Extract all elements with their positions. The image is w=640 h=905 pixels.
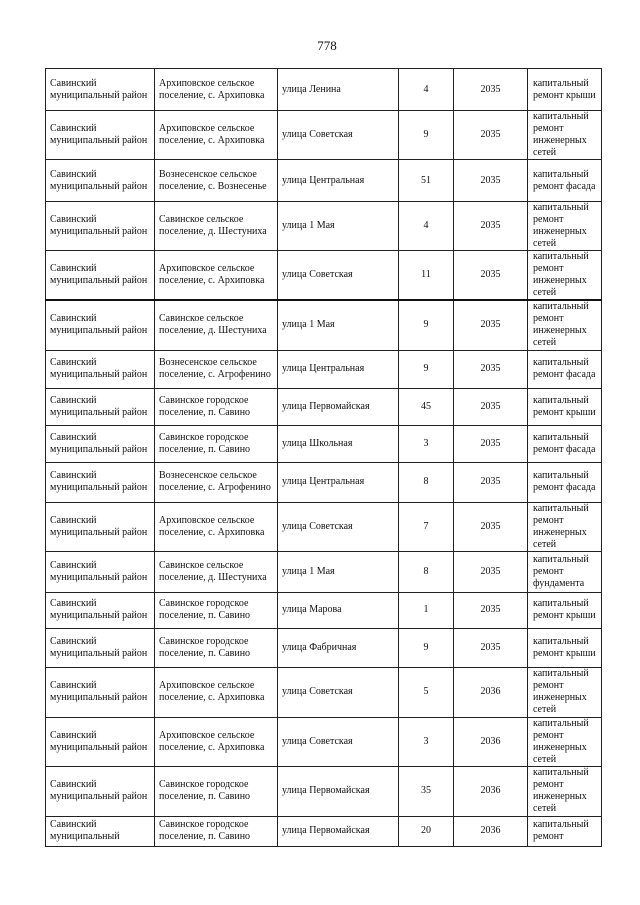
repair-schedule-table <box>45 68 602 847</box>
cell-work: капитальный ремонт инженерных сетей <box>528 251 602 301</box>
cell-street: улица Школьная <box>278 425 399 462</box>
cell-work: капитальный ремонт инженерных сетей <box>528 667 602 717</box>
cell-street: улица Первомайская <box>278 388 399 425</box>
cell-district: Савинский муниципальный район <box>46 202 155 251</box>
cell-settlement: Архиповское сельское поселение, с. Архиповка <box>155 251 278 301</box>
cell-district: Савинский муниципальный район <box>46 766 155 816</box>
cell-settlement: Савинское городское поселение, п. Савино <box>155 628 278 667</box>
cell-house: 9 <box>399 300 454 350</box>
table-row <box>46 251 602 301</box>
table-row <box>46 202 602 251</box>
cell-street: улица Советская <box>278 717 399 766</box>
cell-work: капитальный ремонт фасада <box>528 350 602 388</box>
table-row <box>46 388 602 425</box>
cell-settlement: Савинское сельское поселение, д. Шестуниха <box>155 551 278 592</box>
cell-house: 3 <box>399 425 454 462</box>
table-row <box>46 717 602 766</box>
cell-house: 9 <box>399 628 454 667</box>
cell-house: 20 <box>399 816 454 846</box>
table-row <box>46 425 602 462</box>
cell-house: 11 <box>399 251 454 301</box>
cell-district: Савинский муниципальный район <box>46 425 155 462</box>
cell-work: капитальный ремонт фасада <box>528 160 602 202</box>
cell-work: капитальный ремонт фасада <box>528 425 602 462</box>
cell-house: 8 <box>399 462 454 502</box>
cell-house: 8 <box>399 551 454 592</box>
table-row <box>46 350 602 388</box>
cell-work: капитальный ремонт фасада <box>528 462 602 502</box>
cell-work: капитальный ремонт крыши <box>528 69 602 111</box>
cell-house: 5 <box>399 667 454 717</box>
cell-settlement: Савинское сельское поселение, д. Шестуниха <box>155 202 278 251</box>
table-row <box>46 667 602 717</box>
cell-year: 2035 <box>454 300 528 350</box>
cell-work: капитальный ремонт <box>528 816 602 846</box>
cell-street: улица Центральная <box>278 462 399 502</box>
cell-settlement: Архиповское сельское поселение, с. Архиповка <box>155 502 278 551</box>
cell-year: 2036 <box>454 717 528 766</box>
cell-work: капитальный ремонт инженерных сетей <box>528 502 602 551</box>
cell-street: улица Фабричная <box>278 628 399 667</box>
cell-settlement: Вознесенское сельское поселение, с. Агрофенино <box>155 350 278 388</box>
cell-year: 2036 <box>454 816 528 846</box>
cell-settlement: Архиповское сельское поселение, с. Архиповка <box>155 717 278 766</box>
cell-house: 3 <box>399 717 454 766</box>
cell-year: 2035 <box>454 502 528 551</box>
cell-year: 2035 <box>454 462 528 502</box>
cell-settlement: Савинское городское поселение, п. Савино <box>155 766 278 816</box>
cell-year: 2035 <box>454 425 528 462</box>
cell-settlement: Вознесенское сельское поселение, с. Вознесенье <box>155 160 278 202</box>
table-row <box>46 628 602 667</box>
cell-district: Савинский муниципальный район <box>46 69 155 111</box>
cell-district: Савинский муниципальный район <box>46 667 155 717</box>
cell-work: капитальный ремонт инженерных сетей <box>528 766 602 816</box>
cell-street: улица Первомайская <box>278 766 399 816</box>
cell-year: 2035 <box>454 69 528 111</box>
cell-house: 4 <box>399 69 454 111</box>
cell-settlement: Савинское городское поселение, п. Савино <box>155 425 278 462</box>
cell-house: 4 <box>399 202 454 251</box>
cell-house: 9 <box>399 111 454 160</box>
cell-district: Савинский муниципальный район <box>46 350 155 388</box>
cell-work: капитальный ремонт крыши <box>528 388 602 425</box>
cell-settlement: Савинское сельское поселение, д. Шестуниха <box>155 300 278 350</box>
cell-house: 35 <box>399 766 454 816</box>
cell-work: капитальный ремонт инженерных сетей <box>528 717 602 766</box>
cell-district: Савинский муниципальный район <box>46 462 155 502</box>
cell-year: 2035 <box>454 388 528 425</box>
cell-district: Савинский муниципальный район <box>46 502 155 551</box>
cell-street: улица 1 Мая <box>278 551 399 592</box>
cell-district: Савинский муниципальный район <box>46 160 155 202</box>
cell-district: Савинский муниципальный район <box>46 251 155 301</box>
cell-street: улица Советская <box>278 502 399 551</box>
cell-street: улица Марова <box>278 592 399 628</box>
cell-street: улица Советская <box>278 111 399 160</box>
cell-street: улица 1 Мая <box>278 300 399 350</box>
cell-settlement: Савинское городское поселение, п. Савино <box>155 388 278 425</box>
cell-district: Савинский муниципальный район <box>46 592 155 628</box>
cell-settlement: Архиповское сельское поселение, с. Архиповка <box>155 111 278 160</box>
cell-house: 51 <box>399 160 454 202</box>
cell-district: Савинский муниципальный район <box>46 111 155 160</box>
table-row <box>46 816 602 846</box>
cell-street: улица Ленина <box>278 69 399 111</box>
cell-year: 2035 <box>454 251 528 301</box>
page-number: 778 <box>317 38 337 53</box>
cell-house: 45 <box>399 388 454 425</box>
table-row <box>46 69 602 111</box>
table-row <box>46 462 602 502</box>
cell-district: Савинский муниципальный <box>46 816 155 846</box>
cell-street: улица Первомайская <box>278 816 399 846</box>
cell-street: улица Центральная <box>278 160 399 202</box>
cell-house: 1 <box>399 592 454 628</box>
cell-year: 2035 <box>454 592 528 628</box>
cell-street: улица 1 Мая <box>278 202 399 251</box>
cell-year: 2035 <box>454 628 528 667</box>
table-row <box>46 111 602 160</box>
table-row <box>46 551 602 592</box>
cell-settlement: Вознесенское сельское поселение, с. Агрофенино <box>155 462 278 502</box>
cell-settlement: Архиповское сельское поселение, с. Архиповка <box>155 667 278 717</box>
cell-work: капитальный ремонт крыши <box>528 592 602 628</box>
table-row <box>46 592 602 628</box>
table-row <box>46 300 602 350</box>
cell-house: 7 <box>399 502 454 551</box>
cell-settlement: Архиповское сельское поселение, с. Архиповка <box>155 69 278 111</box>
cell-year: 2035 <box>454 350 528 388</box>
cell-year: 2035 <box>454 202 528 251</box>
cell-year: 2036 <box>454 667 528 717</box>
cell-district: Савинский муниципальный район <box>46 300 155 350</box>
cell-street: улица Советская <box>278 667 399 717</box>
cell-year: 2035 <box>454 551 528 592</box>
table-row <box>46 160 602 202</box>
cell-district: Савинский муниципальный район <box>46 551 155 592</box>
cell-year: 2036 <box>454 766 528 816</box>
cell-street: улица Советская <box>278 251 399 301</box>
cell-work: капитальный ремонт крыши <box>528 628 602 667</box>
cell-settlement: Савинское городское поселение, п. Савино <box>155 592 278 628</box>
cell-year: 2035 <box>454 111 528 160</box>
table-row <box>46 502 602 551</box>
cell-work: капитальный ремонт инженерных сетей <box>528 300 602 350</box>
table-row <box>46 766 602 816</box>
cell-district: Савинский муниципальный район <box>46 628 155 667</box>
cell-work: капитальный ремонт фундамента <box>528 551 602 592</box>
cell-settlement: Савинское городское поселение, п. Савино <box>155 816 278 846</box>
cell-house: 9 <box>399 350 454 388</box>
cell-district: Савинский муниципальный район <box>46 388 155 425</box>
cell-year: 2035 <box>454 160 528 202</box>
cell-work: капитальный ремонт инженерных сетей <box>528 111 602 160</box>
cell-district: Савинский муниципальный район <box>46 717 155 766</box>
cell-work: капитальный ремонт инженерных сетей <box>528 202 602 251</box>
cell-street: улица Центральная <box>278 350 399 388</box>
